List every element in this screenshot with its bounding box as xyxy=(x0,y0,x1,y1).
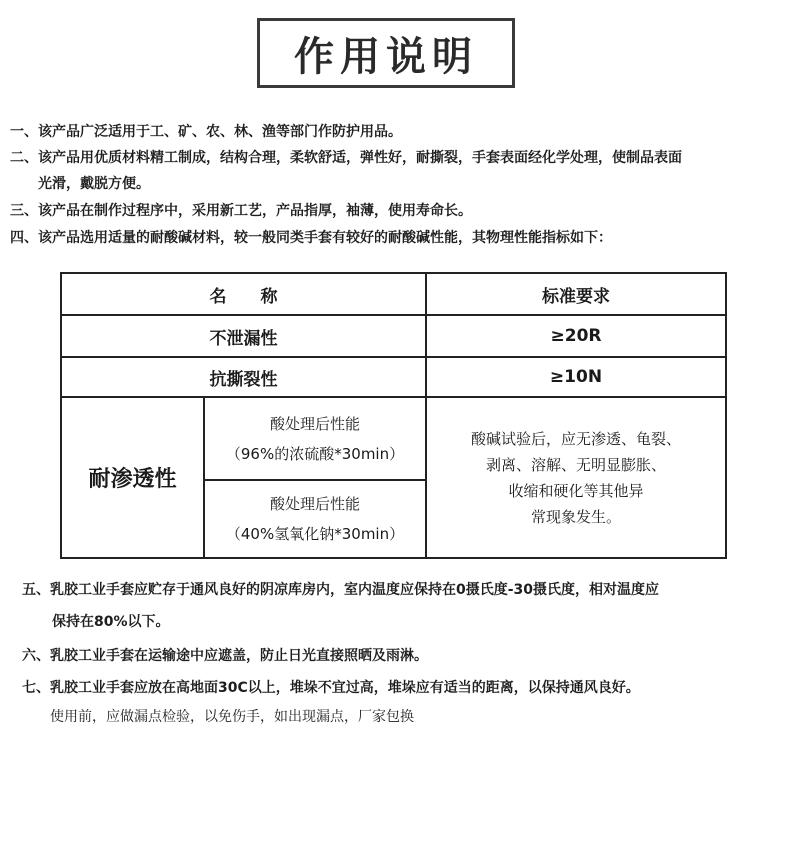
page-title: 作用说明 xyxy=(294,33,478,80)
requirement-line: 剥离、溶解、无明显膨胀、 xyxy=(485,455,666,474)
acid-test-title: 酸处理后性能 xyxy=(269,414,360,433)
paragraph-3: 三、该产品在制作过程序中，采用新工艺，产品指厚，袖薄，使用寿命长。 xyxy=(10,203,472,219)
paragraph-2-continued: 光滑，戴脱方便。 xyxy=(38,176,150,192)
alkali-test-title: 酸处理后性能 xyxy=(269,495,360,513)
paragraph-1: 一、该产品广泛适用于工、矿、农、林、渔等部门作防护用品。 xyxy=(10,124,402,140)
table-row-value: ≥10N xyxy=(425,356,725,396)
alkali-test-condition: （40%氢氧化钠*30min） xyxy=(225,525,405,543)
permeability-label: 耐渗透性 xyxy=(62,396,203,557)
title-box xyxy=(257,18,515,88)
paragraph-4: 四、该产品选用适量的耐酸碱材料，较一般同类手套有较好的耐酸碱性能，其物理性能指标如下： xyxy=(10,230,612,246)
alkali-test-cell xyxy=(203,479,425,557)
table-row-name: 抗撕裂性 xyxy=(62,356,425,396)
requirement-line: 酸碱试验后，应无渗透、龟裂、 xyxy=(470,429,681,448)
requirement-line: 常现象发生。 xyxy=(530,507,621,526)
table-header-requirement: 标准要求 xyxy=(425,274,725,314)
paragraph-7: 七、乳胶工业手套应放在高地面30C以上，堆垛不宜过高，堆垛应有适当的距离，以保持通风良好。 xyxy=(22,680,640,696)
table-row-name: 不泄漏性 xyxy=(62,314,425,356)
paragraph-5-continued: 保持在80%以下。 xyxy=(52,614,170,630)
paragraph-2: 二、该产品用优质材料精工制成，结构合理，柔软舒适，弹性好，耐撕裂，手套表面经化学处理，使制品表面 xyxy=(10,150,682,166)
usage-note: 使用前，应做漏点检验，以免伤手，如出现漏点，厂家包换 xyxy=(50,709,414,725)
permeability-requirement xyxy=(425,396,725,557)
table-header-name: 名 称 xyxy=(209,286,278,307)
acid-test-condition: （96%的浓硫酸*30min） xyxy=(225,444,405,463)
spec-table xyxy=(60,272,727,559)
paragraph-6: 六、乳胶工业手套在运输途中应遮盖，防止日光直接照晒及雨淋。 xyxy=(22,648,428,664)
requirement-line: 收缩和硬化等其他异 xyxy=(508,481,644,500)
table-row-value: ≥20R xyxy=(425,314,725,356)
paragraph-5: 五、乳胶工业手套应贮存于通风良好的阴凉库房内，室内温度应保持在0摄氏度-30摄氏度，相对温度应 xyxy=(22,582,660,598)
acid-test-cell xyxy=(203,396,425,479)
